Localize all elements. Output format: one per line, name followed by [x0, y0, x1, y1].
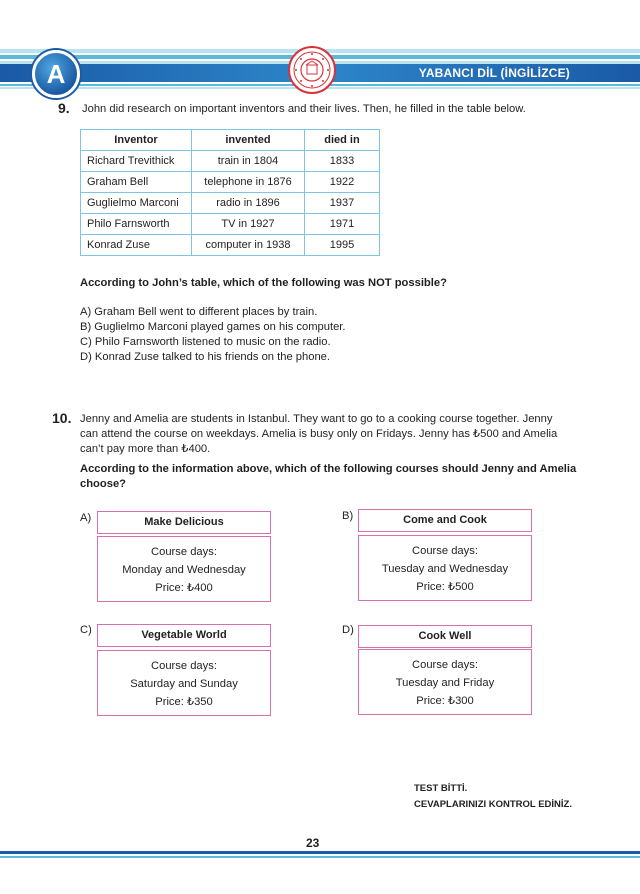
course-days-label: Course days: — [151, 546, 217, 558]
table-row — [81, 172, 380, 193]
option-letter[interactable]: B) — [342, 510, 354, 522]
test-end-note: TEST BİTTİ. — [414, 783, 468, 794]
table-cell: telephone in 1876 — [192, 172, 305, 193]
course-details[interactable] — [97, 536, 271, 602]
table-cell: 1833 — [305, 151, 380, 172]
course-name[interactable]: Vegetable World — [97, 624, 271, 647]
table-cell: Graham Bell — [81, 172, 192, 193]
course-name[interactable]: Cook Well — [358, 625, 532, 648]
course-days-label: Course days: — [151, 660, 217, 672]
course-price: Price: ₺500 — [416, 581, 474, 593]
table-cell: 1937 — [305, 193, 380, 214]
table-row — [81, 214, 380, 235]
course-days: Tuesday and Wednesday — [381, 563, 509, 575]
option-letter[interactable]: A) — [80, 512, 92, 524]
course-days-label: Course days: — [412, 659, 478, 671]
course-price: Price: ₺400 — [155, 582, 213, 594]
question-intro-line: can attend the course on weekdays. Amelia is busy only on Fridays. Jenny has ₺500 and Amelia — [80, 428, 558, 440]
footer-rule — [0, 851, 640, 854]
course-name[interactable]: Make Delicious — [97, 511, 271, 534]
question-prompt: According to John’s table, which of the following was NOT possible? — [80, 277, 447, 289]
column-header: died in — [305, 130, 380, 151]
course-details[interactable] — [358, 649, 532, 715]
inventors-table — [80, 129, 380, 256]
footer-rule — [0, 856, 640, 858]
course-price: Price: ₺350 — [155, 696, 213, 708]
question-number: 10. — [52, 410, 72, 426]
table-cell: Philo Farnsworth — [81, 214, 192, 235]
question-prompt-line: choose? — [80, 478, 127, 490]
table-cell: 1971 — [305, 214, 380, 235]
subject-title: YABANCI DİL (İNGİLİZCE) — [418, 66, 570, 80]
question-intro-line: Jenny and Amelia are students in Istanbul. They want to go to a cooking course together. Jenny — [80, 413, 553, 425]
answer-option-b[interactable]: B) Guglielmo Marconi played games on his computer. — [80, 321, 346, 333]
question-intro-line: can’t pay more than ₺400. — [80, 443, 211, 455]
question-prompt-line: According to the information above, which of the following courses should Jenny and Amelia — [80, 463, 577, 475]
table-cell: computer in 1938 — [192, 235, 305, 256]
table-cell: 1995 — [305, 235, 380, 256]
column-header: Inventor — [81, 130, 192, 151]
table-cell: TV in 1927 — [192, 214, 305, 235]
course-days: Saturday and Sunday — [130, 678, 238, 690]
course-name[interactable]: Come and Cook — [358, 509, 532, 532]
course-days: Monday and Wednesday — [122, 564, 246, 576]
course-days: Tuesday and Friday — [395, 677, 495, 689]
course-details[interactable] — [97, 650, 271, 716]
table-cell: Richard Trevithick — [81, 151, 192, 172]
answer-option-c[interactable]: C) Philo Farnsworth listened to music on the radio. — [80, 336, 331, 348]
page-number: 23 — [306, 836, 320, 850]
course-days-label: Course days: — [412, 545, 478, 557]
question-intro: John did research on important inventors and their lives. Then, he filled in the table below. — [82, 103, 526, 115]
table-row — [81, 235, 380, 256]
table-cell: Konrad Zuse — [81, 235, 192, 256]
course-details[interactable] — [358, 535, 532, 601]
table-cell: Guglielmo Marconi — [81, 193, 192, 214]
ministry-emblem-icon — [288, 46, 336, 94]
option-letter[interactable]: C) — [80, 624, 92, 636]
table-cell: train in 1804 — [192, 151, 305, 172]
table-cell: radio in 1896 — [192, 193, 305, 214]
column-header: invented — [192, 130, 305, 151]
booklet-type-badge: A — [32, 50, 80, 98]
course-price: Price: ₺300 — [416, 695, 474, 707]
question-number: 9. — [58, 100, 70, 116]
table-header-row — [81, 130, 380, 151]
table-row — [81, 151, 380, 172]
answer-option-a[interactable]: A) Graham Bell went to different places by train. — [80, 306, 318, 318]
table-row — [81, 193, 380, 214]
option-letter[interactable]: D) — [342, 624, 354, 636]
answer-option-d[interactable]: D) Konrad Zuse talked to his friends on the phone. — [80, 351, 331, 363]
check-answers-note: CEVAPLARINIZI KONTROL EDİNİZ. — [414, 799, 572, 810]
table-cell: 1922 — [305, 172, 380, 193]
